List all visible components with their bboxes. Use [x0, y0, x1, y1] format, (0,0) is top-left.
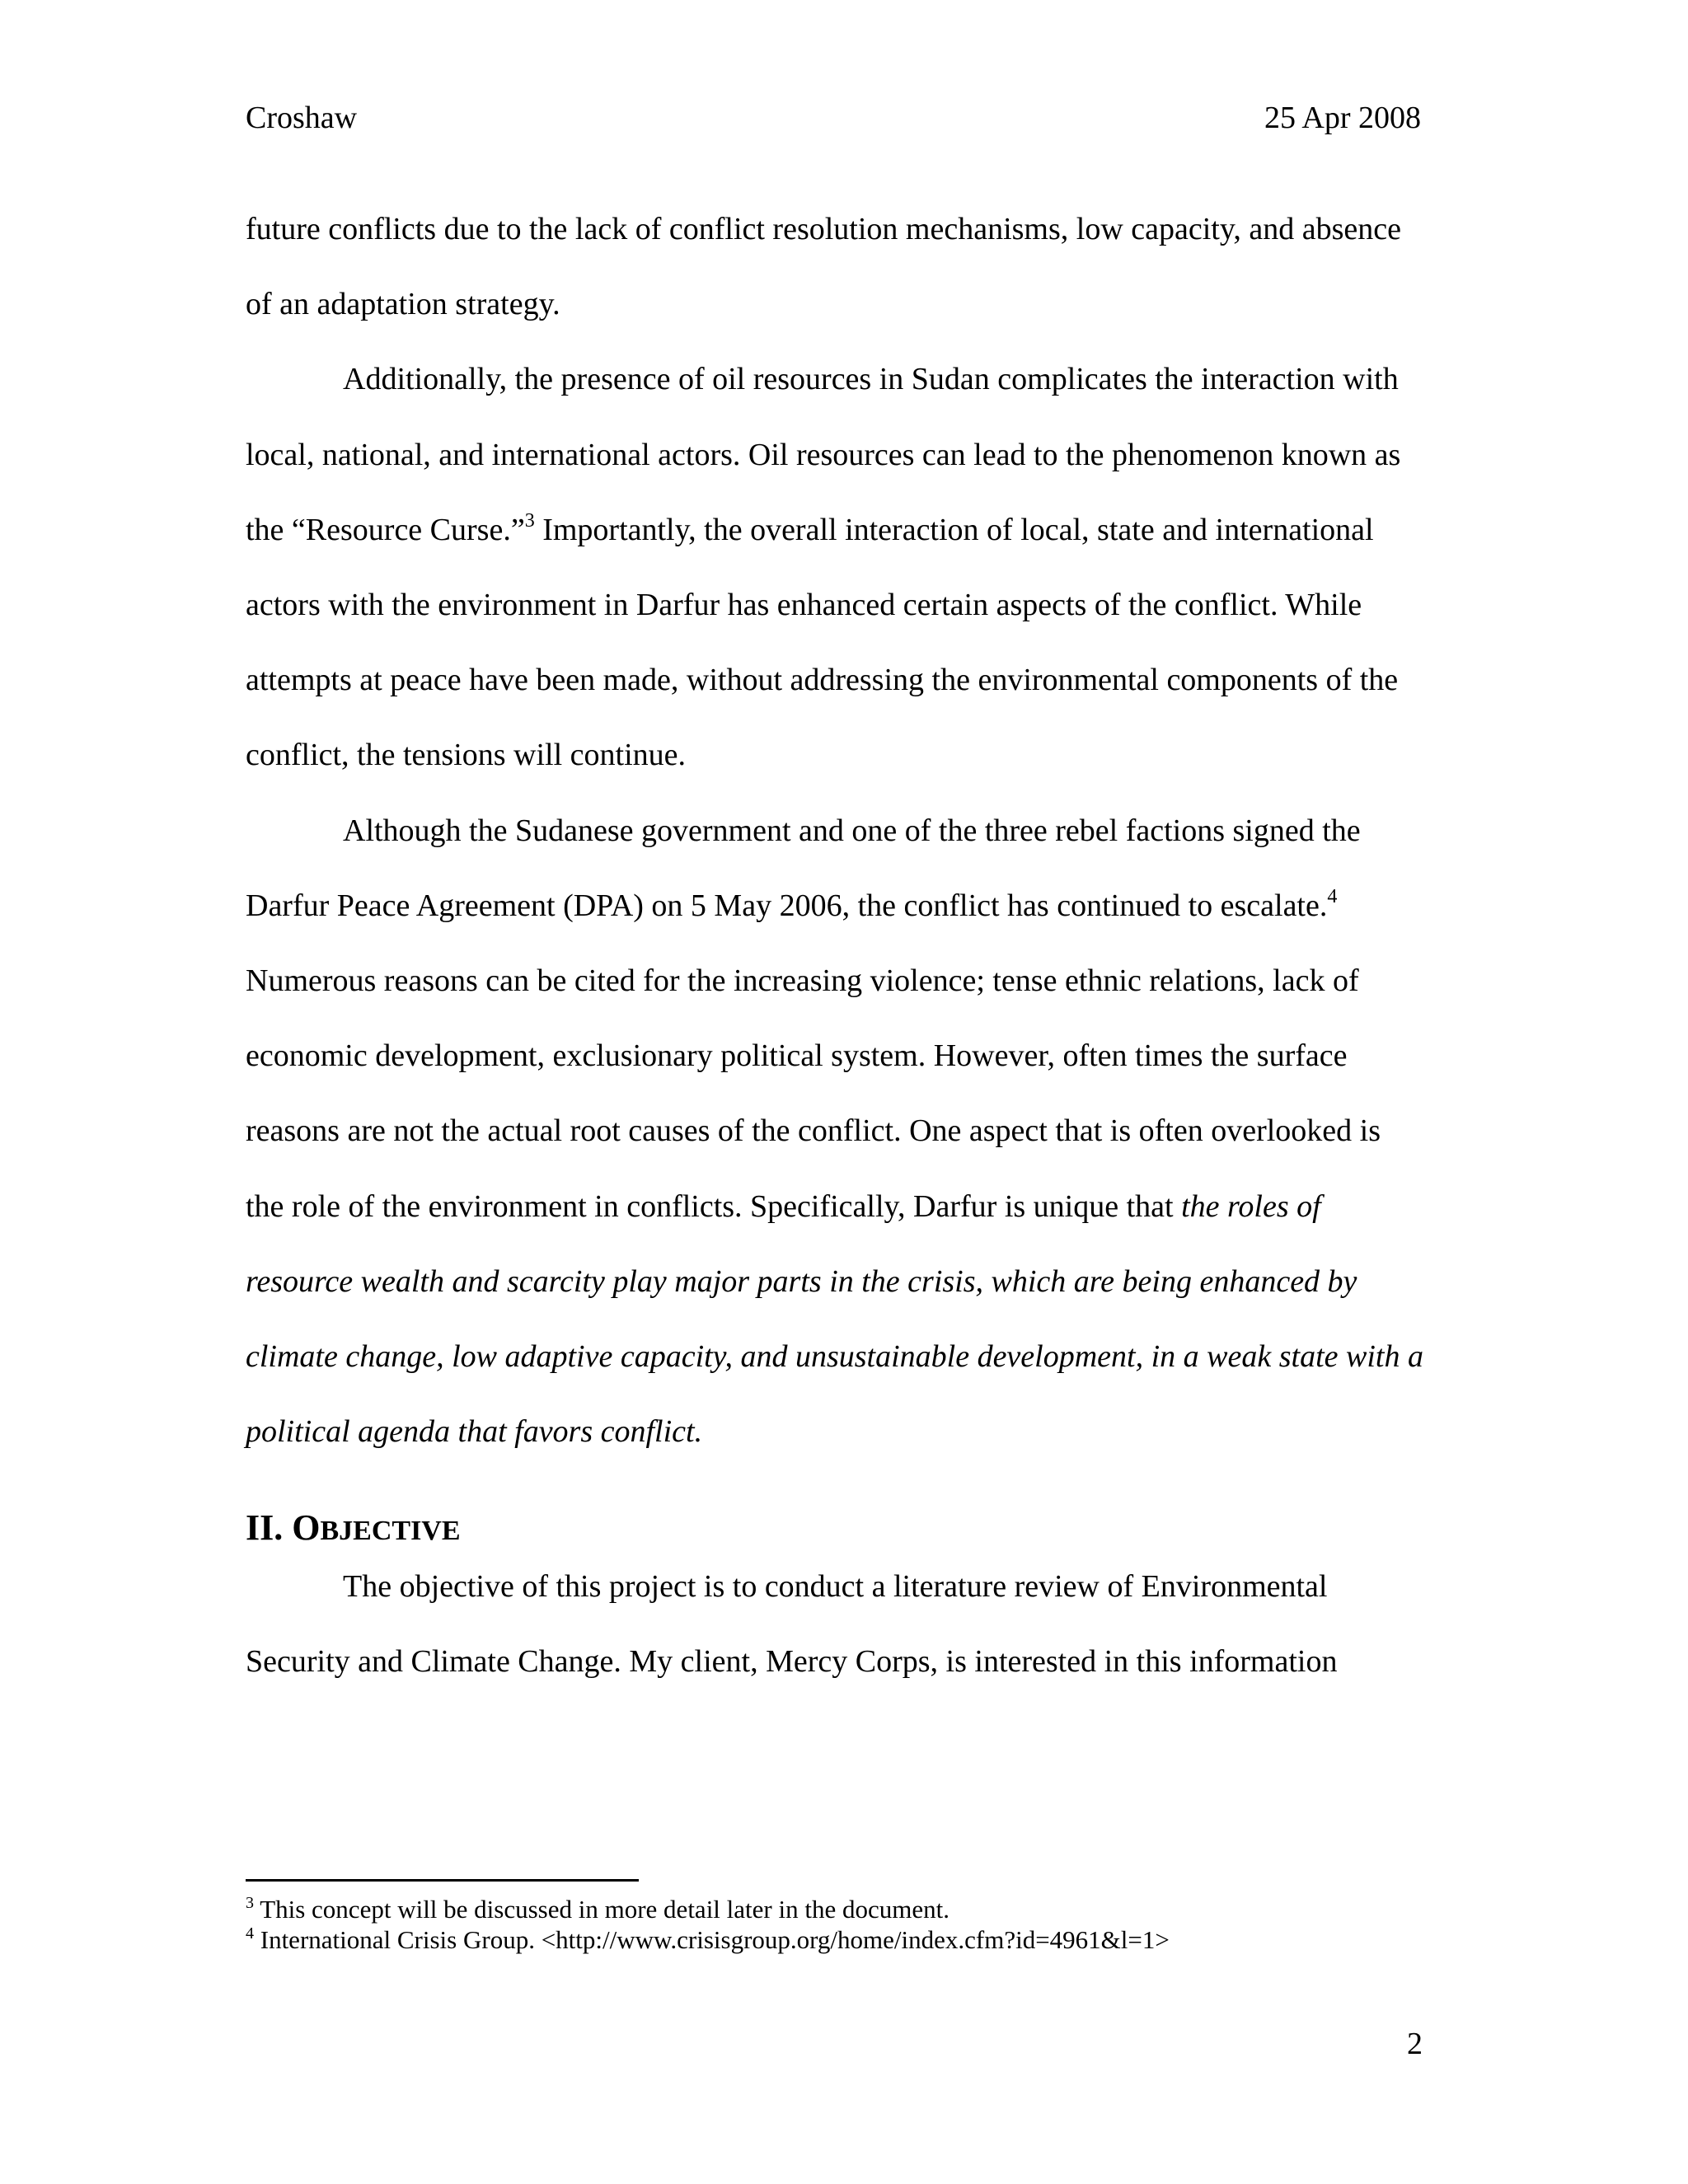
header-date: 25 Apr 2008 [1264, 101, 1421, 135]
footnote-ref-3: 3 [524, 509, 535, 532]
footnote-marker: 3 [246, 1894, 254, 1912]
footnote-text: International Crisis Group. <http://www.crisisgroup.org/home/index.cfm?id=4961&l=1> [254, 1925, 1170, 1954]
footnotes [246, 1894, 1424, 1955]
footnote-text: This concept will be discussed in more detail later in the document. [254, 1895, 950, 1924]
footnote-marker: 4 [246, 1924, 254, 1943]
body-text [246, 192, 1424, 1469]
section-heading-objective [246, 1505, 461, 1554]
footnote-3 [246, 1894, 1424, 1924]
paragraph-peace-agreement [246, 794, 1424, 1470]
paragraph-text: Numerous reasons can be cited for the increasing violence; tense ethnic relations, lack of economic development, exclusionary political system. However, often times the surface reasons are not the actual root causes of the conflict. One aspect that is often overlooked is the role of the environment in conflicts. Specifically, Darfur is unique that [246, 963, 1381, 1224]
paragraph-text: Although the Sudanese government and one of the three rebel factions signed the Darfur Peace Agreement (DPA) on 5 May 2006, the conflict has continued to escalate. [246, 813, 1361, 923]
paragraph-continuation: future conflicts due to the lack of conflict resolution mechanisms, low capacity, and absence of an adaptation strategy. [246, 212, 1401, 322]
section-title-rest: BJECTIVE [320, 1516, 461, 1546]
paragraph-objective: The objective of this project is to conduct a literature review of Environmental Security and Climate Change. My client, Mercy Corps, is interested in this information [246, 1569, 1338, 1680]
paragraph-text: Additionally, the presence of oil resources in Sudan complicates the interaction with local, national, and international actors. Oil resources can lead to the phenomenon known as the “Resource Curse.” [246, 362, 1401, 547]
objective-body [246, 1549, 1424, 1699]
section-number: II. [246, 1507, 293, 1548]
paragraph-text: Importantly, the overall interaction of local, state and international actors with the environment in Darfur has enhanced certain aspects of the conflict. While attempts at peace have been made, without addressing the environmental components of the conflict, the tensions will continue. [246, 512, 1399, 773]
header-author: Croshaw [246, 101, 358, 135]
footnote-ref-4: 4 [1327, 885, 1338, 907]
section-title-initial: O [292, 1507, 321, 1548]
paragraph-oil-resources [246, 342, 1424, 793]
running-header [246, 97, 1421, 138]
page-number: 2 [1407, 2027, 1423, 2061]
footnote-separator [246, 1879, 639, 1882]
footnote-4 [246, 1924, 1424, 1955]
thesis-statement: the roles of resource wealth and scarcity play major parts in the crisis, which are being enhanced by climate change, low adaptive capacity, and unsustainable development, in a weak state with a political agenda that favors conflict. [246, 1188, 1423, 1450]
